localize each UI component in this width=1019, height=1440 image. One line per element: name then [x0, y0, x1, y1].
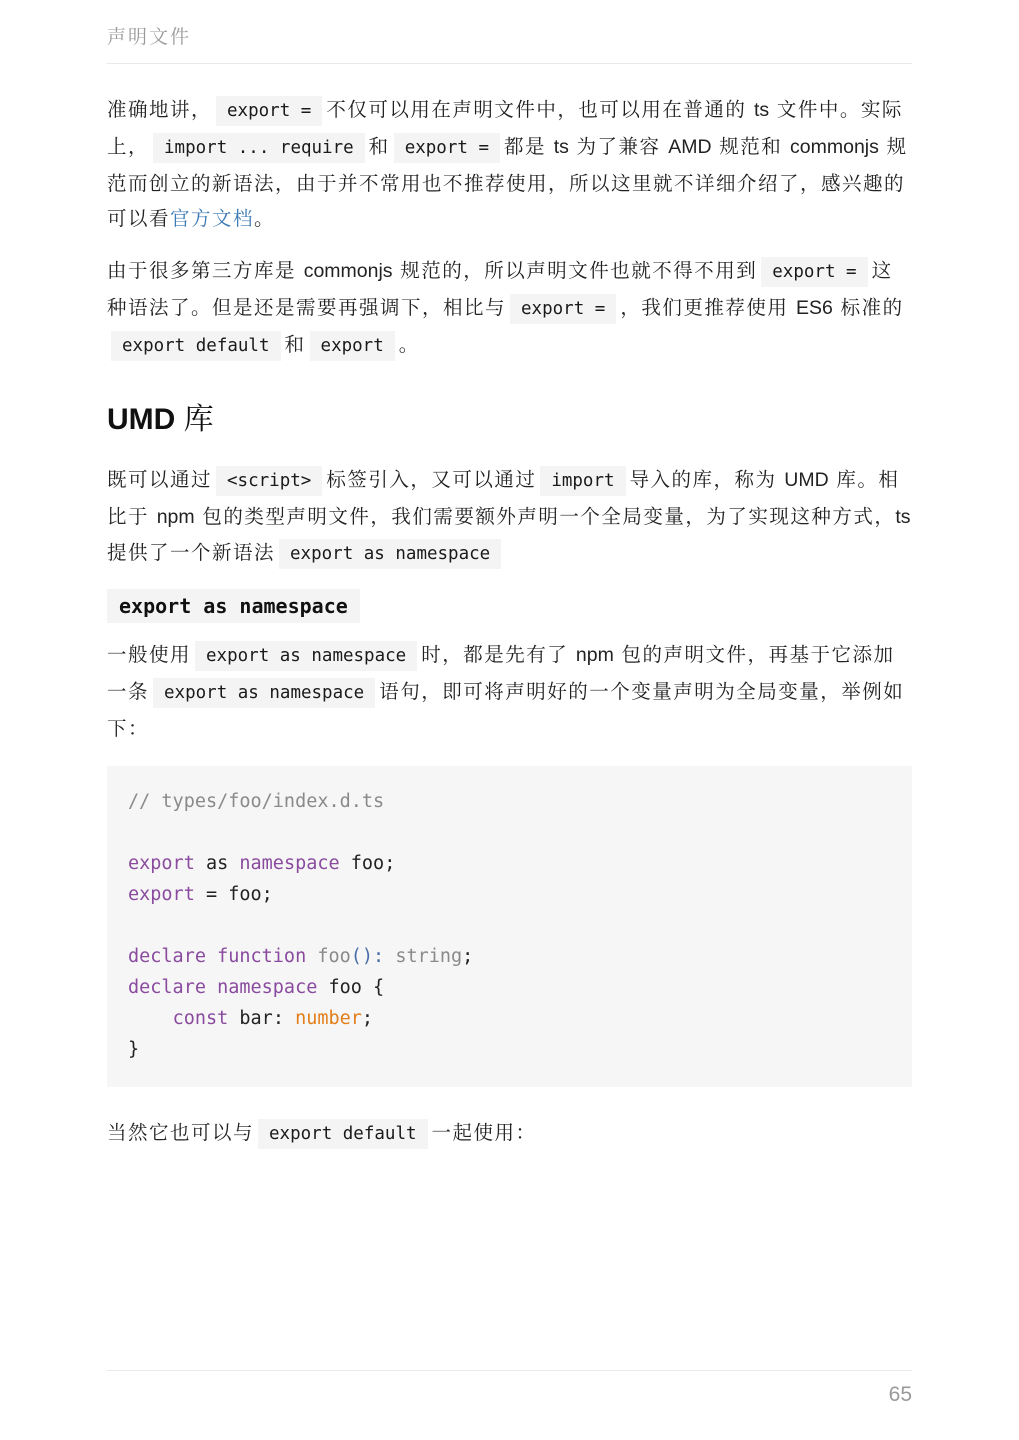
text: 规范而创立的新语法，由于并不常用也不推荐使用，所以这里就不详细介绍了，感兴趣的可以看 — [107, 135, 908, 230]
code-keyword: const — [172, 1008, 229, 1029]
text: 库。相比于 — [107, 468, 900, 528]
inline-code: import — [540, 466, 625, 496]
code-keyword: declare — [128, 977, 206, 998]
code-text: foo; — [339, 853, 396, 874]
text: 准确地讲， — [107, 98, 213, 121]
code-keyword: declare — [128, 946, 206, 967]
official-docs-link[interactable]: 官方文档 — [170, 207, 255, 230]
heading-latin: UMD — [107, 403, 176, 436]
text: ts — [754, 99, 770, 121]
inline-code: import ... require — [153, 133, 365, 163]
code-keyword: namespace — [217, 977, 318, 998]
inline-code: export — [310, 331, 395, 361]
text: AMD — [668, 136, 712, 158]
text: 时，都是先有了 — [421, 643, 576, 666]
paragraph-umd-intro — [107, 462, 912, 572]
text: ts — [895, 506, 911, 528]
text: 规范和 — [711, 135, 791, 158]
text: 导入的库，称为 — [629, 468, 785, 491]
inline-code: export default — [258, 1119, 428, 1149]
page-number: 65 — [888, 1383, 912, 1406]
text: ，我们更推荐使用 — [620, 296, 797, 319]
heading-chinese: 库 — [183, 402, 214, 437]
code-text: ; — [361, 1008, 374, 1029]
page-content — [107, 92, 912, 1169]
text: 语句，即可将声明好的一个变量声明为全局变量，举例如下： — [107, 680, 905, 740]
text: 一般使用 — [107, 643, 192, 666]
subheading-text: export as namespace — [107, 589, 360, 623]
code-keyword: function — [217, 946, 307, 967]
code-indent — [128, 1008, 173, 1029]
text: 和 — [284, 333, 306, 356]
text: 由于很多第三方库是 — [107, 259, 304, 282]
text: ts — [553, 136, 569, 158]
code-text: ; — [462, 946, 474, 967]
text: 标签引入，又可以通过 — [326, 468, 537, 491]
inline-code: export = — [510, 294, 616, 324]
text: npm — [575, 644, 614, 666]
code-text: } — [128, 1039, 140, 1060]
text: 为了兼容 — [568, 135, 669, 158]
inline-code: export as namespace — [153, 678, 375, 708]
text: npm — [156, 506, 195, 528]
code-keyword: export — [128, 853, 195, 874]
code-text: bar: — [228, 1008, 296, 1029]
code-function-name: foo — [317, 946, 351, 967]
code-keyword: namespace — [239, 853, 340, 874]
text: commonjs — [303, 260, 393, 282]
text: 这种语法了。但是还是需要再强调下，相比与 — [107, 259, 893, 319]
paragraph-export-as-namespace — [107, 637, 912, 746]
code-type: number — [295, 1008, 362, 1029]
inline-code: export = — [761, 257, 867, 287]
text: 不仅可以用在声明文件中，也可以用在普通的 — [326, 98, 755, 121]
header-title: 声明文件 — [107, 26, 192, 48]
inline-code: export = — [394, 133, 500, 163]
text: 包的类型声明文件，我们需要额外声明一个全局变量，为了实现这种方式， — [194, 505, 896, 528]
text: UMD — [784, 469, 829, 491]
text: 一起使用： — [431, 1121, 537, 1144]
paragraph-export-equals — [107, 92, 912, 236]
paragraph-commonjs — [107, 253, 912, 364]
code-punctuation: (): — [350, 946, 385, 967]
page-footer — [107, 1370, 912, 1406]
text: 规范的，所以声明文件也就不得不用到 — [392, 259, 758, 282]
text: 。 — [254, 207, 276, 230]
code-type: string — [395, 946, 463, 967]
subheading-export-as-namespace — [107, 589, 912, 623]
text: 既可以通过 — [107, 468, 213, 491]
text: 。 — [398, 333, 420, 356]
running-header — [107, 22, 912, 64]
inline-code: <script> — [216, 466, 322, 496]
text: commonjs — [790, 136, 879, 158]
text: 当然它也可以与 — [107, 1121, 255, 1144]
code-block — [107, 766, 912, 1087]
code-text: = foo; — [194, 884, 273, 905]
paragraph-export-default — [107, 1115, 912, 1152]
inline-code: export as namespace — [279, 539, 501, 569]
text: 和 — [368, 135, 390, 158]
inline-code: export as namespace — [195, 641, 417, 671]
code-text: foo { — [317, 977, 385, 998]
code-text: as — [194, 853, 240, 874]
text: 标准的 — [832, 296, 904, 319]
text: ES6 — [796, 297, 833, 319]
inline-code: export = — [216, 96, 322, 126]
text: 文件中。实际上， — [107, 98, 903, 158]
text: 都是 — [503, 135, 554, 158]
section-heading-umd — [107, 394, 912, 438]
text: 提供了一个新语法 — [107, 541, 276, 564]
inline-code: export default — [111, 331, 281, 361]
code-keyword: export — [128, 884, 195, 905]
code-comment: // types/foo/index.d.ts — [128, 791, 385, 812]
text: 包的声明文件，再基于它添加一条 — [107, 643, 895, 703]
